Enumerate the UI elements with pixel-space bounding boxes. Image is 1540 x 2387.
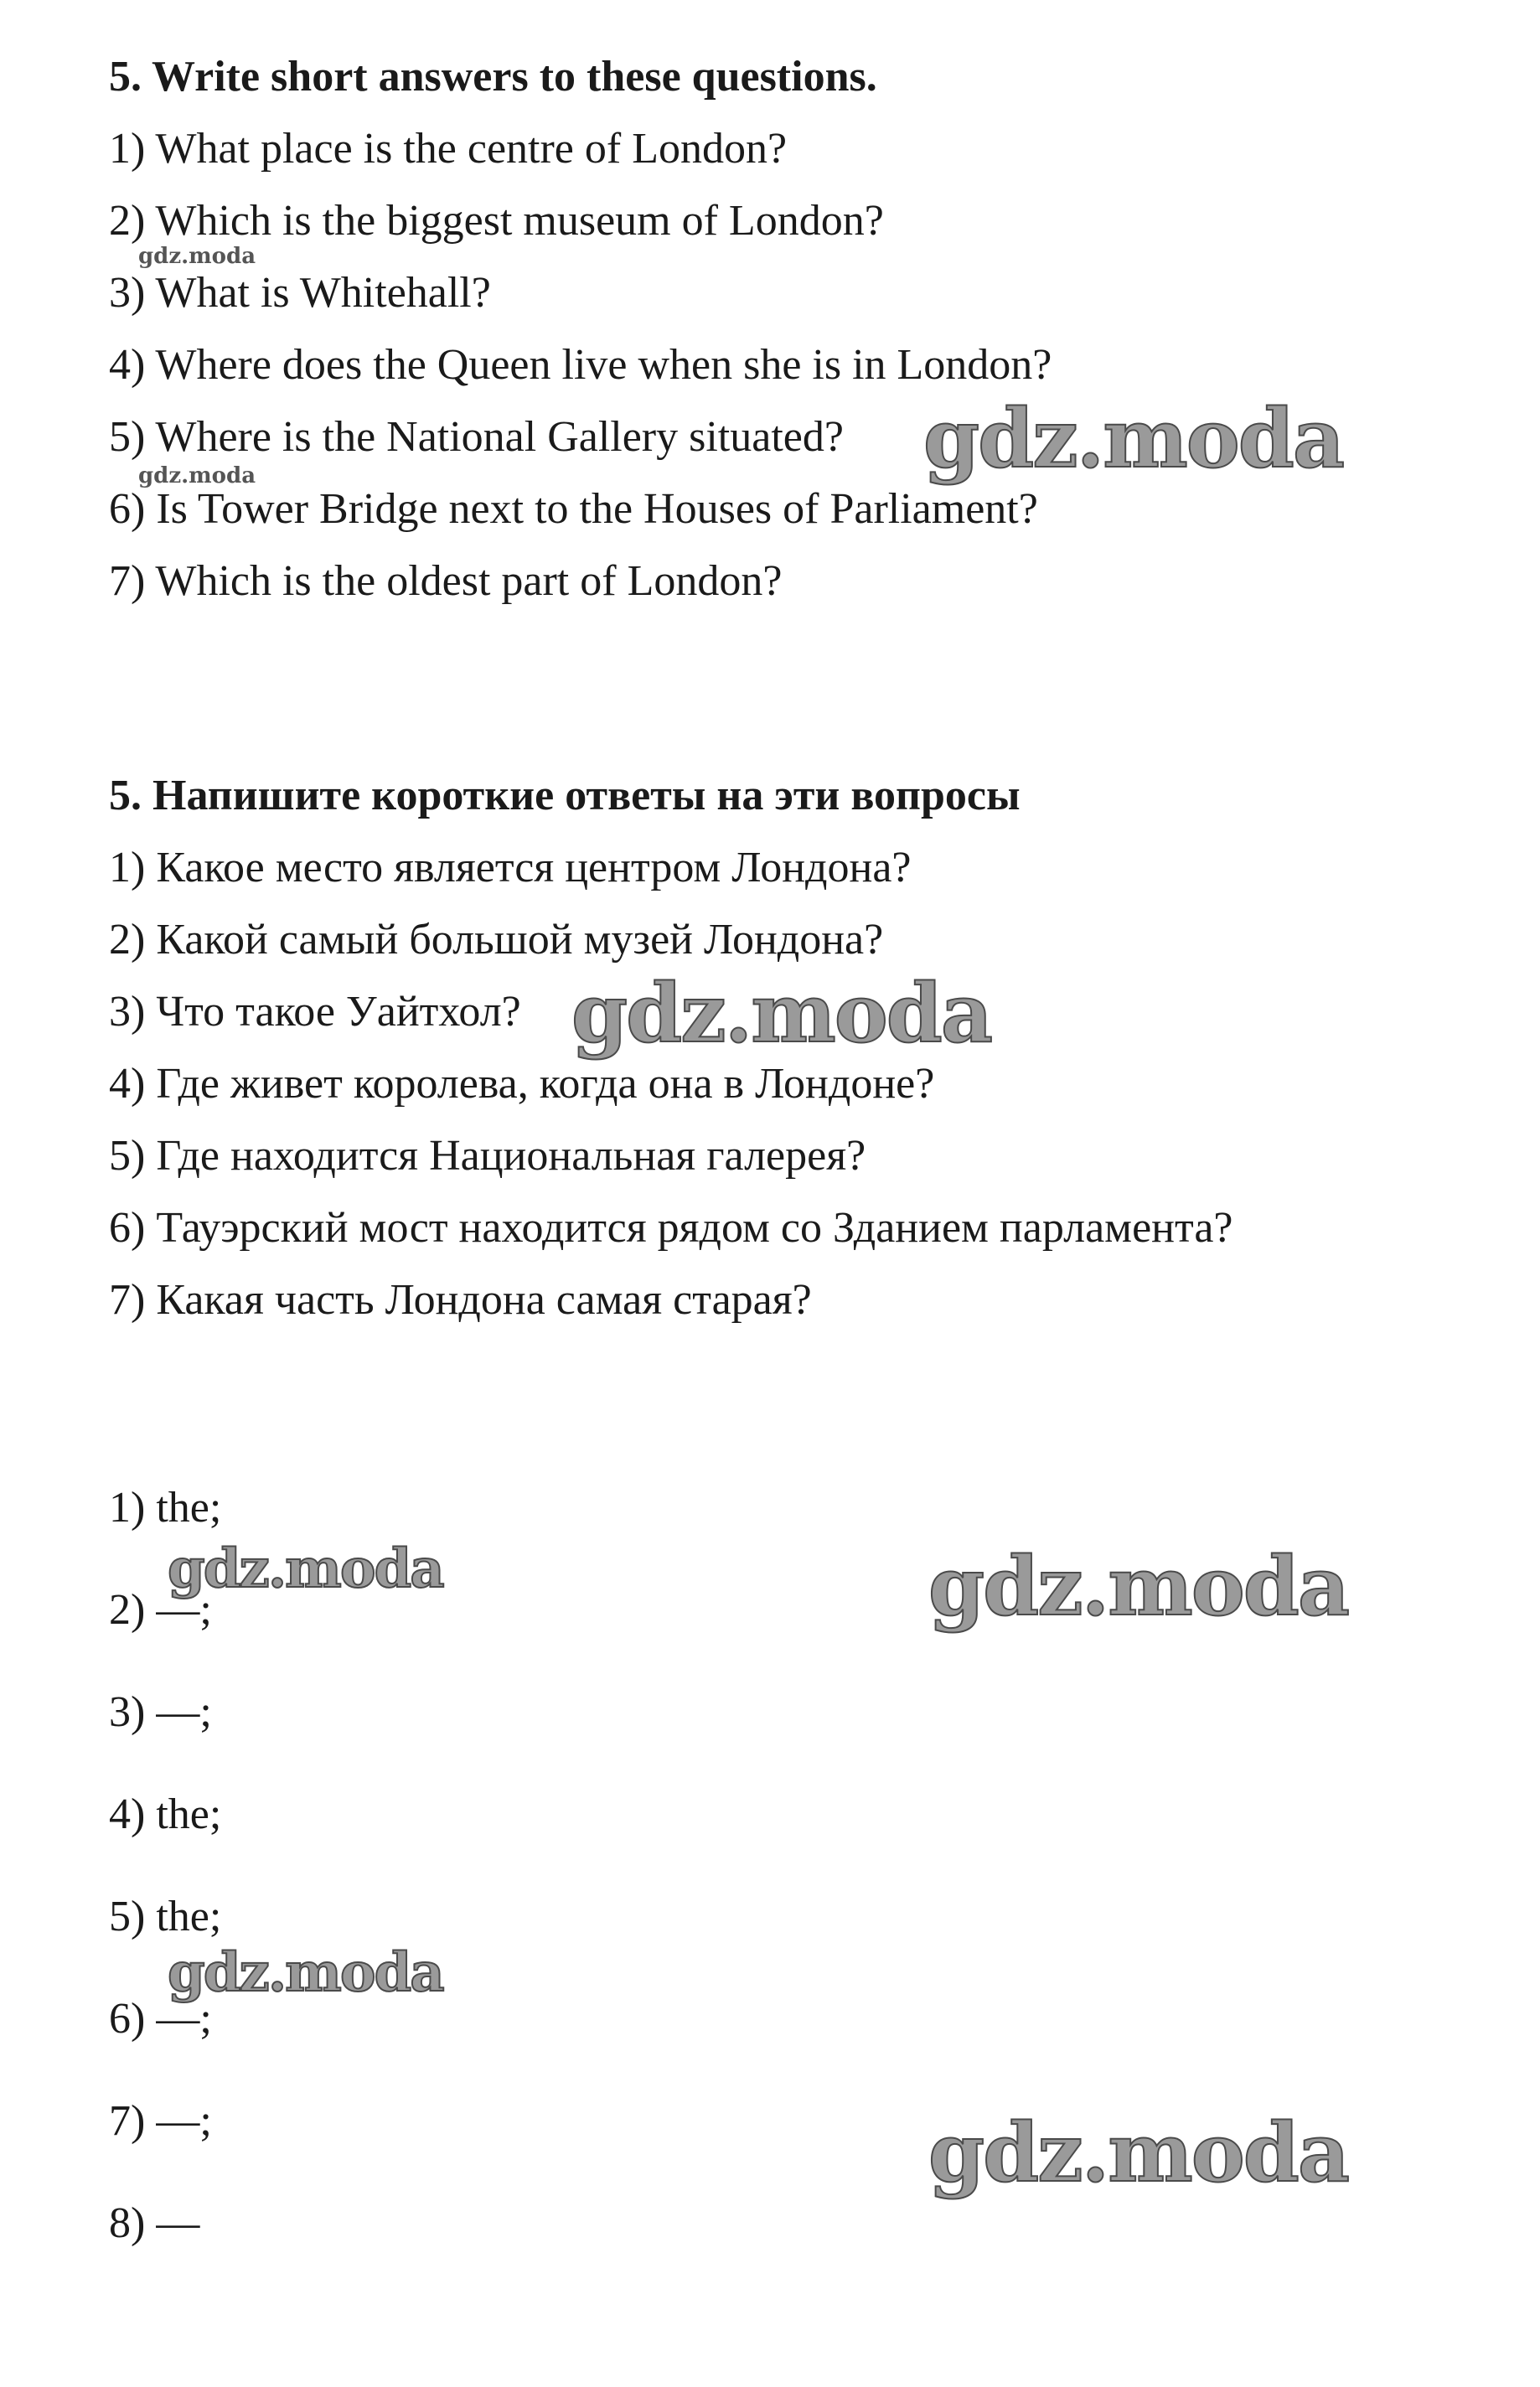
- russian-question-1: 1) Какое место является центром Лондона?: [109, 844, 912, 891]
- english-question-4: 4) Where does the Queen live when she is in London?: [109, 341, 1052, 389]
- russian-question-3: 3) Что такое Уайтхол?: [109, 988, 521, 1036]
- answer-4: 4) the;: [109, 1790, 222, 1838]
- russian-question-6: 6) Тауэрский мост находится рядом со Зданием парламента?: [109, 1204, 1233, 1252]
- watermark: gdz.moda: [138, 463, 256, 488]
- watermark: gdz.moda: [923, 391, 1344, 486]
- watermark: gdz.moda: [928, 1539, 1349, 1634]
- english-question-3: 3) What is Whitehall?: [109, 269, 491, 317]
- english-question-2: 2) Which is the biggest museum of London?: [109, 197, 884, 245]
- answer-3: 3) —;: [109, 1688, 212, 1736]
- answer-1: 1) the;: [109, 1484, 222, 1532]
- watermark: gdz.moda: [168, 1537, 443, 1600]
- answer-2: 2) —;: [109, 1586, 212, 1634]
- answer-8: 8) —: [109, 2199, 200, 2247]
- russian-question-4: 4) Где живет королева, когда она в Лондоне?: [109, 1060, 935, 1108]
- english-question-7: 7) Which is the oldest part of London?: [109, 557, 783, 605]
- russian-question-2: 2) Какой самый большой музей Лондона?: [109, 916, 884, 964]
- russian-question-5: 5) Где находится Национальная галерея?: [109, 1132, 866, 1180]
- answer-7: 7) —;: [109, 2097, 212, 2145]
- russian-heading: 5. Напишите короткие ответы на эти вопросы: [109, 772, 1021, 819]
- watermark: gdz.moda: [138, 244, 256, 269]
- english-question-6: 6) Is Tower Bridge next to the Houses of Parliament?: [109, 485, 1038, 533]
- english-question-1: 1) What place is the centre of London?: [109, 125, 788, 173]
- answer-5: 5) the;: [109, 1893, 222, 1940]
- watermark: gdz.moda: [928, 2105, 1349, 2200]
- english-heading: 5. Write short answers to these questions.: [109, 53, 877, 101]
- watermark: gdz.moda: [571, 966, 992, 1061]
- english-question-5: 5) Where is the National Gallery situated?: [109, 413, 844, 461]
- answer-6: 6) —;: [109, 1995, 212, 2043]
- watermark: gdz.moda: [168, 1941, 443, 2004]
- russian-question-7: 7) Какая часть Лондона самая старая?: [109, 1276, 812, 1324]
